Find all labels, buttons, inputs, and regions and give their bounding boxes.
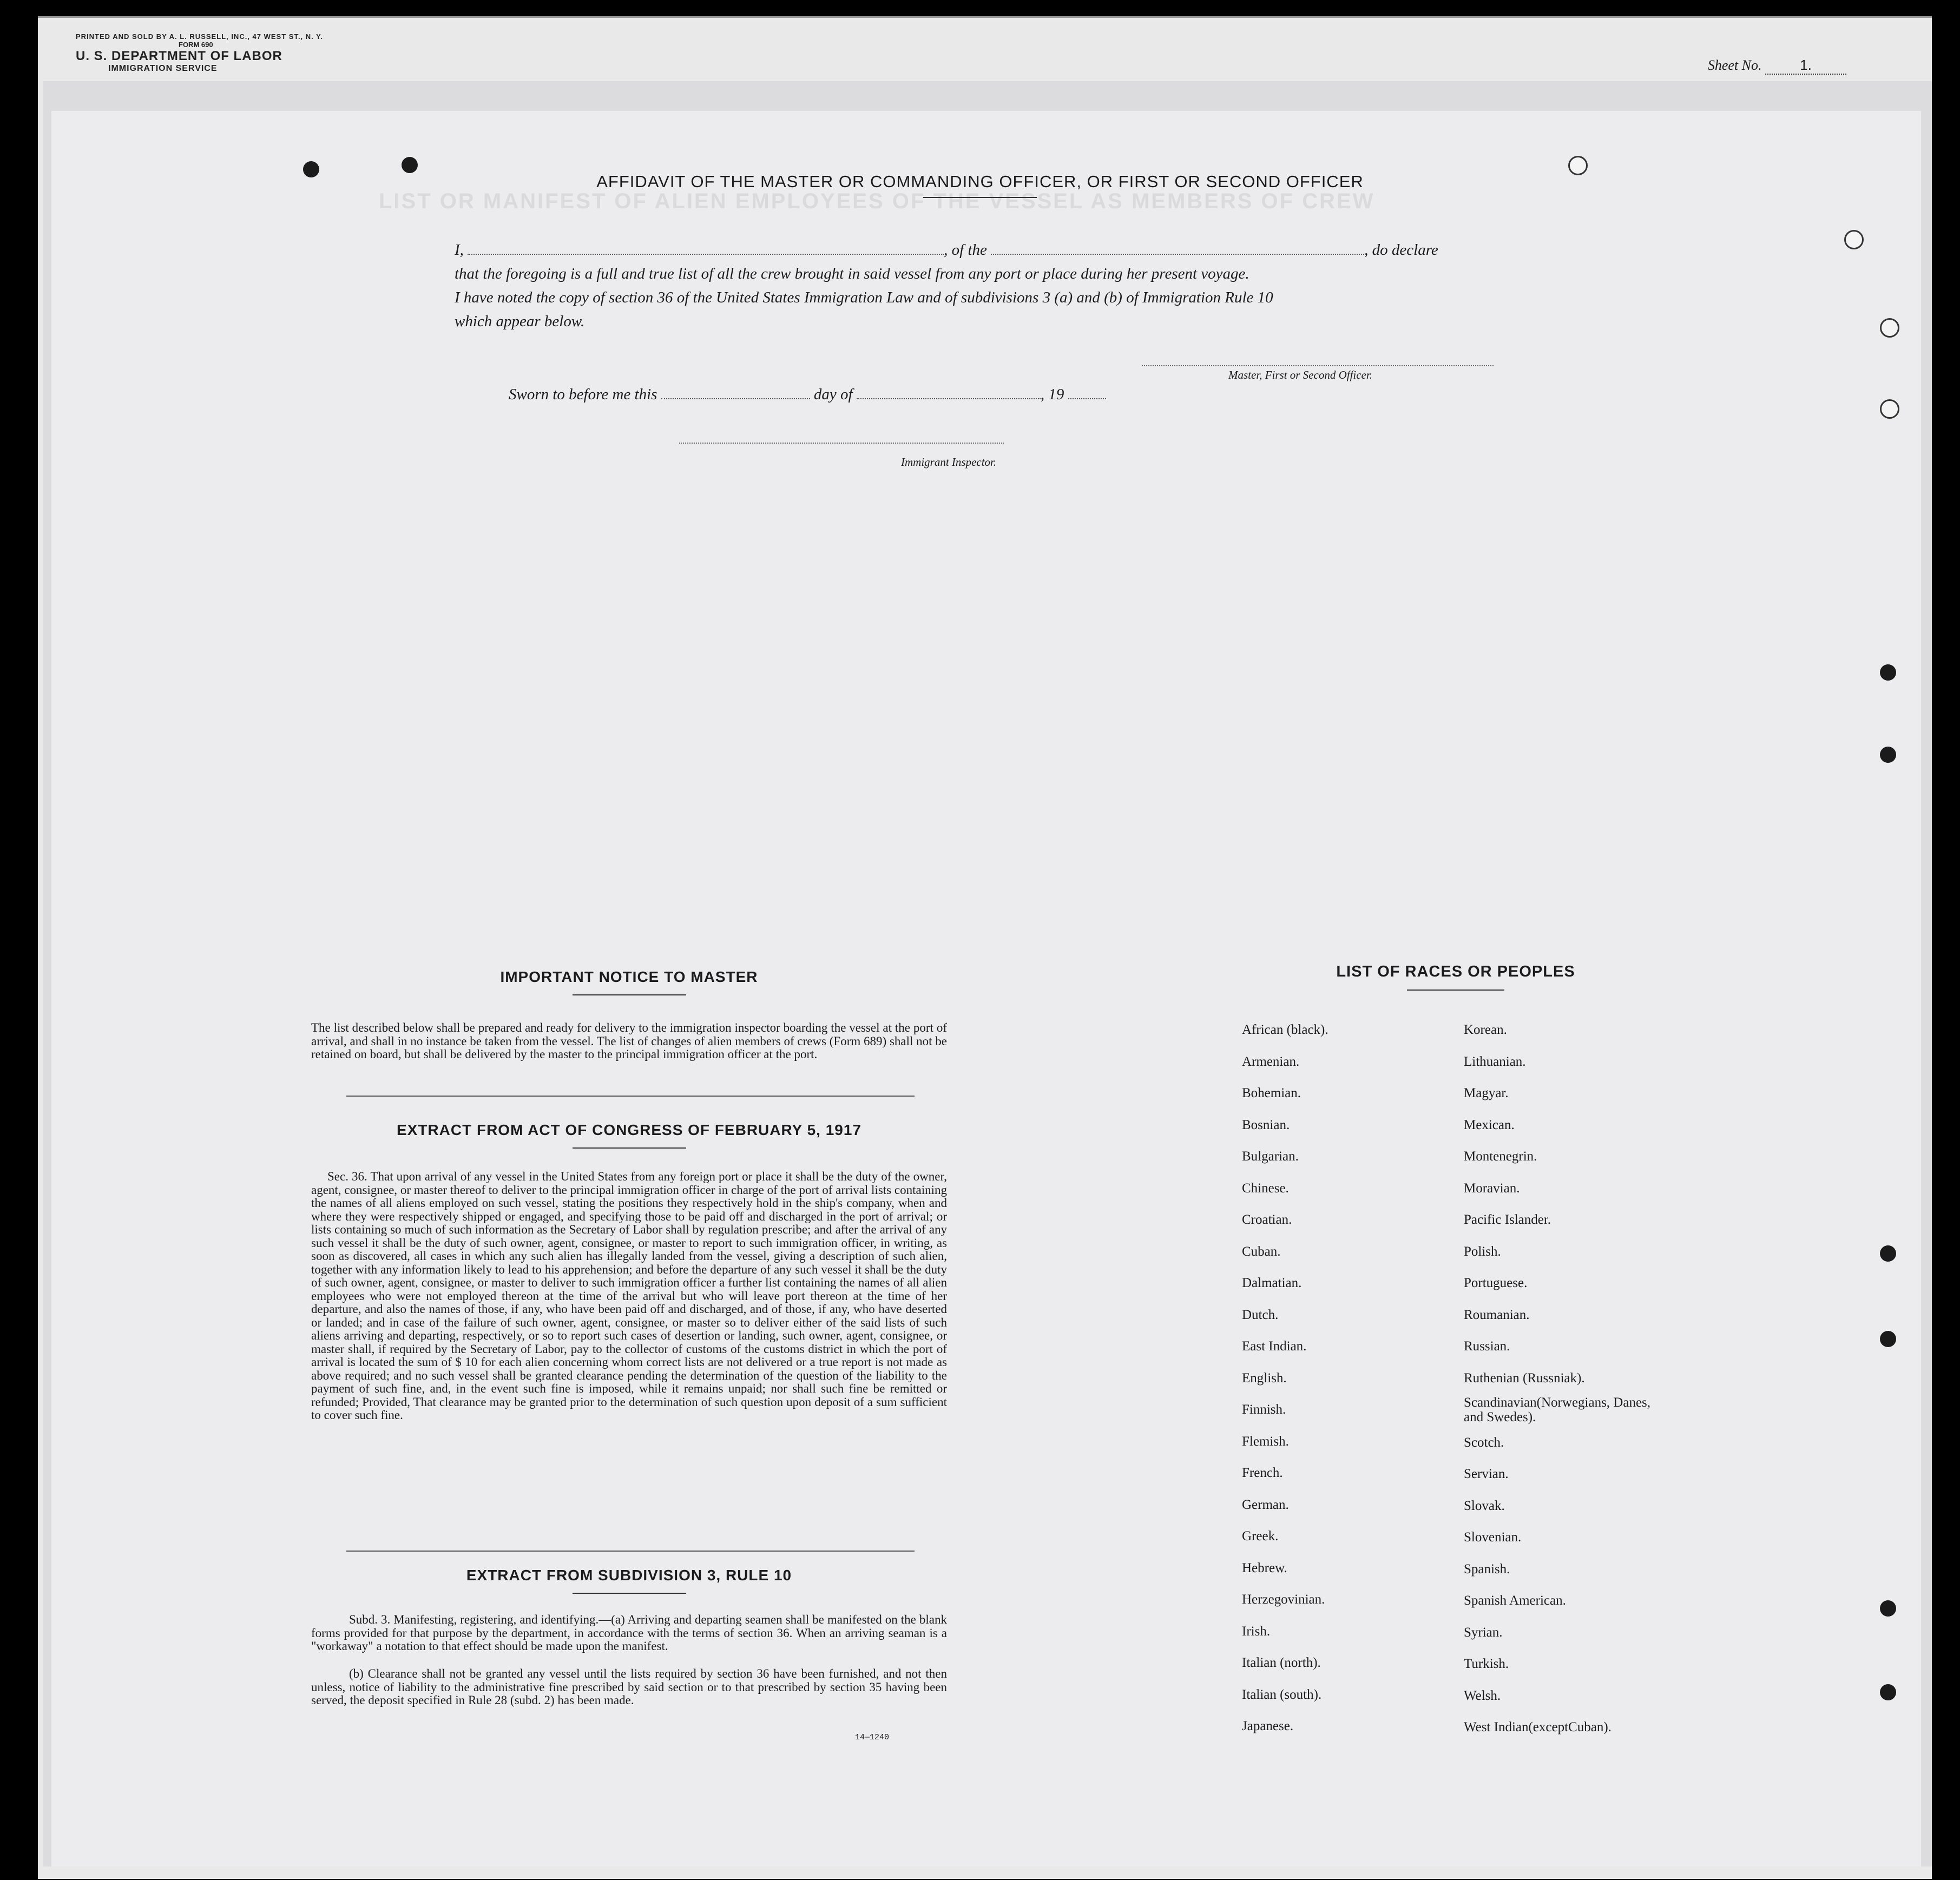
race-item: Slovenian. [1464,1530,1522,1545]
sworn-year-field[interactable] [1068,384,1106,399]
printer-line: PRINTED AND SOLD BY A. L. RUSSELL, INC., 47 WEST ST., N. Y. [76,32,323,41]
sworn-month-field[interactable] [857,384,1041,399]
race-item: Turkish. [1464,1657,1509,1671]
race-item: Greek. [1242,1529,1279,1543]
race-item: Armenian. [1242,1054,1300,1069]
form-number: 14—1240 [855,1733,890,1742]
race-item: Scotch. [1464,1435,1504,1450]
affidavit-line-1 [455,238,1494,262]
races-title [1304,963,1607,991]
do-declare-label: , do declare [1364,241,1438,259]
title-rule [1407,990,1504,991]
year-prefix: , 19 [1040,386,1064,403]
affidavit-line-3: I have noted the copy of section 36 of the United States Immigration Law and of subdivisions 3 (a) and (b) of Immigration Rule 10 [455,289,1273,306]
service-label: IMMIGRATION SERVICE [108,64,218,73]
race-item: Chinese. [1242,1180,1289,1196]
race-item: African (black). [1242,1023,1328,1037]
race-item: Irish. [1242,1624,1271,1639]
punch-hole [1880,1245,1896,1262]
race-item: Italian (south). [1242,1687,1322,1702]
day-of-label: day of [813,386,853,403]
punch-hole [1844,230,1864,249]
title-rule [573,994,686,995]
affidavit-title-text: AFFIDAVIT OF THE MASTER OR COMMANDING OFFICER, OR FIRST OR SECOND OFFICER [596,172,1364,191]
rule-title-text: EXTRACT FROM SUBDIVISION 3, RULE 10 [466,1567,792,1584]
race-item: Flemish. [1242,1434,1289,1449]
race-item: Hebrew. [1242,1560,1287,1575]
punch-hole [1880,1331,1896,1347]
race-item: Spanish. [1464,1561,1510,1576]
notice-body: The list described below shall be prepared and ready for delivery to the immigration inspector boarding the vessel at the port of arrival, and shall in no instance be taken from the vessel. The list of changes of alien members of crews (Form 689) shall not be retained on board, but shall be delivered by the master to the principal immigration officer at the port. [311,1021,947,1061]
race-item: Japanese. [1242,1719,1294,1733]
races-title-text: LIST OF RACES OR PEOPLES [1336,963,1575,980]
rule-body-a: Subd. 3. Manifesting, registering, and identifying.—(a) Arriving and departing seamen shall be manifested on the blank forms provided for that purpose by the department, in accordance with the terms of section 36. When an arriving seaman is a "workaway" a notation to that effect should be made upon the manifest. [311,1613,947,1653]
punch-hole [402,157,418,173]
punch-hole [1880,318,1899,338]
rule-body-b: (b) Clearance shall not be granted any vessel until the lists required by section 36 have been furnished, and not then unless, notice of liability to the administrative fine prescribed by said section or to that prescribed by section 35 having been served, the deposit specified in Rule 28 (subd. 2) has been made. [311,1667,947,1707]
races-column-2 [1464,1014,1653,1744]
race-item: Herzegovinian. [1242,1592,1325,1607]
affidavit-title [0,172,1960,198]
title-rule [923,197,1037,198]
act-body: Sec. 36. That upon arrival of any vessel in the United States from any foreign port or place it shall be the duty of the owner, agent, consignee, or master thereof to deliver to the principal immigration officer in charge of the port of arrival lists containing the names of all aliens employed on such vessel, stating the positions they respectively hold in the ship's company, when and where they were respectively shipped or engaged, and specifying those to be paid off and discharged in the port of arrival; or lists containing so much of such information as the Secretary of Labor shall by regulation prescribe; and after the arrival of any such vessel it shall be the duty of such owner, agent, consignee, or master to report to such immigration officer, in writing, as soon as discovered, all cases in which any such alien has illegally landed from the vessel, giving a description of such alien, together with any information likely to lead to his apprehension; and before the departure of any such vessel it shall be the duty of such owner, agent, consignee, or master to deliver to such immigration officer a further list containing the names of all alien employees who were not employed thereon at the time of the arrival but who will leave port thereon at the time of her departure, and also the names of those, if any, who have been paid off and discharged, and of those, if any, who have deserted or landed; and in case of the failure of such owner, agent, consignee, or master so to deliver either of the said lists of such aliens arriving and departing, respectively, or so to report such cases of desertion or landing, such owner, agent, consignee, or master shall, if required by the Secretary of Labor, pay to the collector of customs of the customs district in which the port of arrival is located the sum of $ 10 for each alien concerning whom correct lists are not delivered or a true report is not made as above required; and no such vessel shall be granted clearance pending the determination of the question of the liability to the payment of such fine, and, in the event such fine is imposed, while it remains unpaid; nor shall such fine be remitted or refunded; Provided, That clearance may be granted prior to the determination of such question upon deposit of a sum sufficient to cover such fine. [311,1170,947,1422]
sheet-number-label: Sheet No. [1707,57,1762,73]
vessel-name-field[interactable] [991,240,1364,255]
race-item: Dalmatian. [1242,1276,1302,1290]
form-header [76,32,323,74]
punch-hole [1880,747,1896,763]
rule-title [311,1567,947,1594]
race-item: Spanish American. [1464,1593,1566,1608]
race-item: Croatian. [1242,1212,1292,1227]
race-item: German. [1242,1497,1289,1512]
form-number-label: FORM 690 [179,41,213,49]
sheet-number [1708,57,1846,75]
race-item: Roumanian. [1464,1307,1530,1322]
race-item: Slovak. [1464,1498,1505,1513]
of-the-label: , of the [944,241,987,259]
notice-title-text: IMPORTANT NOTICE TO MASTER [500,968,758,985]
race-item: Portuguese. [1464,1276,1528,1290]
section-divider [346,1551,915,1552]
race-item: Syrian. [1464,1625,1503,1640]
race-item: Moravian. [1464,1180,1520,1196]
race-item: Bulgarian. [1242,1149,1299,1164]
sheet-number-value: 1. [1765,57,1846,75]
sworn-day-field[interactable] [661,384,810,399]
sworn-prefix: Sworn to before me this [509,386,657,403]
race-item: Korean. [1464,1023,1507,1037]
race-item: Bohemian. [1242,1086,1301,1100]
inspector-signature-line[interactable] [679,443,1004,444]
title-rule [573,1593,686,1594]
races-column-1 [1242,1014,1328,1743]
declarant-label: I, [455,241,464,259]
race-item: Mexican. [1464,1117,1515,1132]
act-title [311,1122,947,1149]
officer-caption: Master, First or Second Officer. [1228,368,1372,381]
bleed-through-title: LIST OR MANIFEST OF ALIEN EMPLOYEES OF THE VESSEL AS MEMBERS OF CREW [379,189,1375,213]
sworn-line [509,384,1106,404]
act-title-text: EXTRACT FROM ACT OF CONGRESS OF FEBRUARY 5, 1917 [396,1122,862,1138]
race-item: Finnish. [1242,1402,1286,1417]
race-item: Montenegrin. [1464,1149,1537,1164]
race-item: Cuban. [1242,1244,1281,1259]
race-item: Polish. [1464,1244,1501,1259]
race-item: Dutch. [1242,1307,1279,1322]
race-item: Bosnian. [1242,1117,1290,1132]
race-item: French. [1242,1466,1283,1480]
race-item: East Indian. [1242,1339,1307,1354]
punch-hole [1880,399,1899,419]
punch-hole [1880,1684,1896,1700]
officer-signature-line[interactable] [1142,365,1494,366]
race-item: Pacific Islander. [1464,1212,1551,1227]
affidavit-body [455,238,1494,333]
notice-title [311,968,947,995]
race-item: Italian (north). [1242,1655,1321,1670]
department-label: U. S. DEPARTMENT OF LABOR [76,49,282,63]
title-rule [573,1147,686,1149]
race-item: Scandinavian(Norwegians, Danes, and Swedes). [1464,1395,1651,1424]
inspector-caption: Immigrant Inspector. [901,456,997,469]
race-item: English. [1242,1370,1287,1386]
punch-hole [1880,664,1896,681]
race-item: Lithuanian. [1464,1054,1526,1069]
race-item: West Indian(exceptCuban). [1464,1720,1612,1734]
race-item: Servian. [1464,1467,1509,1481]
race-item: Welsh. [1464,1688,1501,1703]
race-item: Ruthenian (Russniak). [1464,1370,1585,1386]
punch-hole [1880,1600,1896,1617]
affidavit-line-2: that the foregoing is a full and true list of all the crew brought in said vessel from any port or place during her present voyage. [455,265,1249,282]
declarant-name-field[interactable] [468,240,944,255]
section-divider [346,1096,915,1097]
race-item: Russian. [1464,1339,1510,1354]
race-item: Magyar. [1464,1086,1509,1100]
affidavit-line-4: which appear below. [455,313,585,330]
